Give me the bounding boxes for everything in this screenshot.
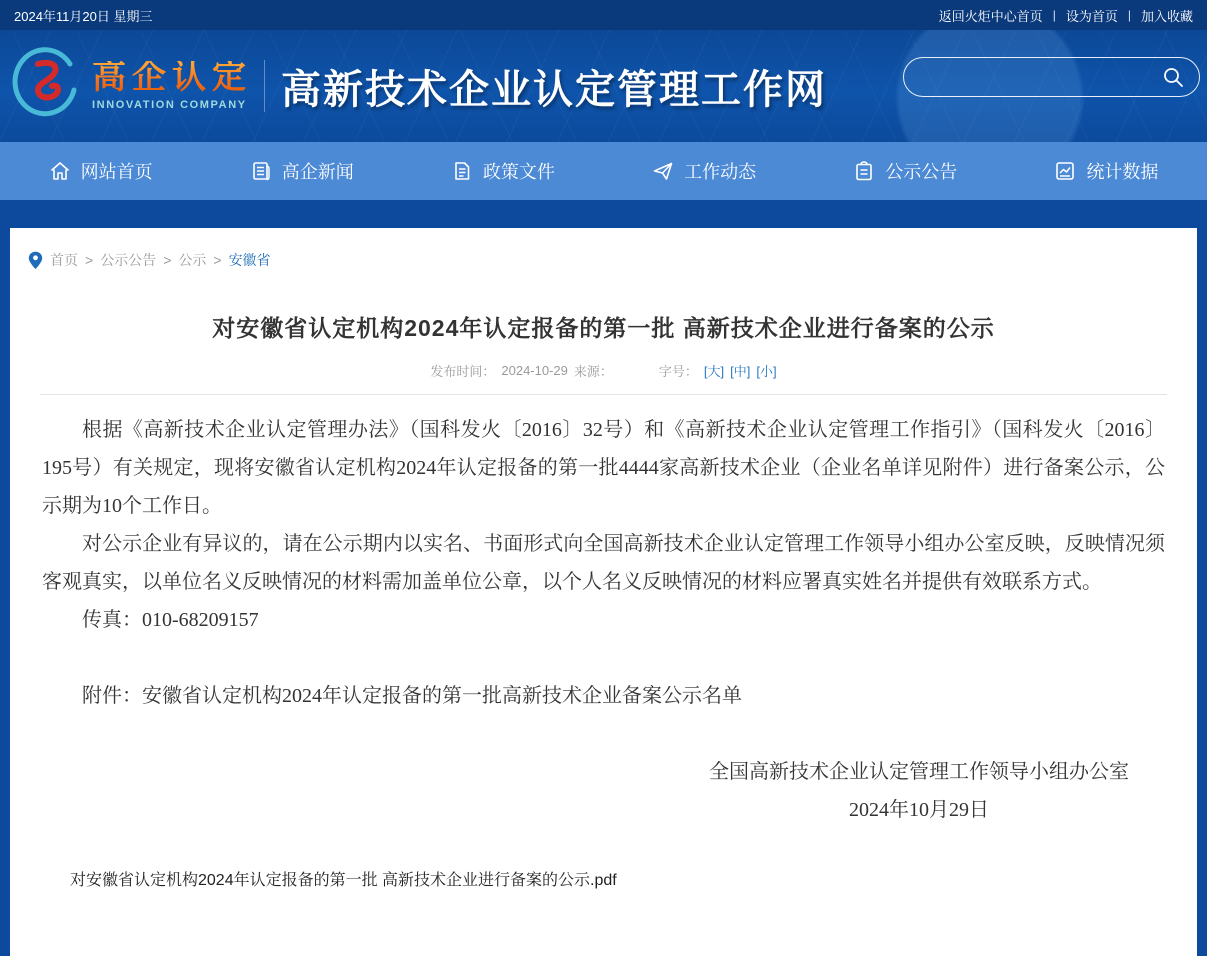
- nav-label: 工作动态: [684, 162, 757, 182]
- nav-label: 公示公告: [885, 162, 958, 182]
- signature-office: 全国高新技术企业认定管理工作领导小组办公室: [709, 761, 1129, 783]
- nav-item-work-trends[interactable]: [604, 142, 805, 200]
- breadcrumb-home[interactable]: 首页: [50, 252, 78, 268]
- fontsize-label: 字号：: [658, 364, 698, 379]
- search-icon: [1161, 65, 1185, 89]
- current-date: 2024年11月20日 星期三: [14, 8, 153, 24]
- search-box: [903, 57, 1200, 97]
- breadcrumb: [10, 228, 1197, 276]
- logo-text: [92, 61, 252, 111]
- nav-item-statistics[interactable]: [1006, 142, 1207, 200]
- header-divider: [264, 60, 265, 112]
- nav-item-home[interactable]: [0, 142, 201, 200]
- main-nav: [0, 142, 1207, 200]
- nav-item-announcements[interactable]: [805, 142, 1006, 200]
- source-label: 来源：: [573, 364, 613, 379]
- link-set-homepage[interactable]: 设为首页: [1065, 8, 1118, 24]
- nav-label: 高企新闻: [281, 162, 354, 182]
- pdf-attachment-link[interactable]: 对安徽省认定机构2024年认定报备的第一批 高新技术企业进行备案的公示.pdf: [70, 872, 617, 889]
- site-logo[interactable]: [8, 46, 252, 126]
- paper-plane-icon: [652, 160, 674, 182]
- link-torch-home[interactable]: 返回火炬中心首页: [938, 8, 1043, 24]
- breadcrumb-announcements[interactable]: 公示公告: [100, 252, 157, 268]
- site-header: [0, 30, 1207, 142]
- article-paragraph-1: 根据《高新技术企业认定管理办法》（国科发火〔2016〕32号）和《高新技术企业认定管理工作指引》（国科发火〔2016〕195号）有关规定，现将安徽省认定机构2024年认定报备的第一批4444家高新技术企业（企业名单详见附件）进行备案公示，公示期为10个工作日。: [42, 419, 1165, 517]
- logo-name-zh: 高企认定: [92, 59, 252, 96]
- logo-swirl-icon: [8, 46, 86, 126]
- attachment-line: 附件：安徽省认定机构2024年认定报备的第一批高新技术企业备案公示名单: [82, 685, 742, 707]
- site-title: 高新技术企业认定管理工作网: [281, 66, 827, 112]
- fontsize-medium-button[interactable]: [中]: [730, 364, 751, 379]
- breadcrumb-current-anhui[interactable]: 安徽省: [228, 252, 271, 268]
- nav-label: 统计数据: [1086, 162, 1159, 182]
- fontsize-large-button[interactable]: [大]: [703, 364, 725, 379]
- nav-label: 网站首页: [80, 162, 153, 182]
- search-button[interactable]: [1161, 65, 1185, 89]
- publish-time: 2024-10-29: [501, 363, 568, 378]
- article-meta: [10, 361, 1197, 380]
- fontsize-small-button[interactable]: [小]: [756, 364, 777, 379]
- topbar-links: [939, 6, 1193, 25]
- breadcrumb-public-notice[interactable]: 公示: [178, 252, 207, 268]
- breadcrumb-separator: >: [163, 252, 172, 268]
- attachment-download-row: [10, 867, 1197, 890]
- blank-line: [42, 639, 1165, 677]
- topbar: [0, 0, 1207, 30]
- topbar-separator: |: [1127, 8, 1131, 22]
- nav-item-news[interactable]: [201, 142, 402, 200]
- blank-line: [42, 715, 1165, 753]
- home-icon: [49, 160, 71, 182]
- nav-label: 政策文件: [482, 162, 555, 182]
- article-paragraph-2: 对公示企业有异议的，请在公示期内以实名、书面形式向全国高新技术企业认定管理工作领导小组办公室反映，反映情况须客观真实，以单位名义反映情况的材料需加盖单位公章，以个人名义反映情况的材料应署真实姓名并提供有效联系方式。: [42, 533, 1165, 593]
- document-icon: [451, 160, 473, 182]
- signature-block: [42, 753, 1165, 829]
- blank-line: [42, 829, 1165, 867]
- news-icon: [250, 160, 272, 182]
- logo-name-en: INNOVATION COMPANY: [92, 99, 247, 111]
- link-add-favorite[interactable]: 加入收藏: [1140, 8, 1193, 24]
- clipboard-icon: [853, 160, 875, 182]
- breadcrumb-separator: >: [213, 252, 222, 268]
- nav-item-policy[interactable]: [402, 142, 603, 200]
- publish-time-label: 发布时间：: [430, 364, 496, 379]
- topbar-separator: |: [1052, 8, 1056, 22]
- chart-icon: [1054, 160, 1076, 182]
- content-card: [10, 228, 1197, 956]
- location-pin-icon: [28, 251, 43, 270]
- header-sub-band: [0, 200, 1207, 228]
- article-title: 对安徽省认定机构2024年认定报备的第一批 高新技术企业进行备案的公示: [212, 315, 995, 341]
- fax-line: 传真：010-68209157: [82, 609, 259, 631]
- search-input[interactable]: [918, 58, 1161, 96]
- signature-date: 2024年10月29日: [849, 799, 989, 821]
- article-body: [10, 395, 1197, 867]
- breadcrumb-separator: >: [85, 252, 94, 268]
